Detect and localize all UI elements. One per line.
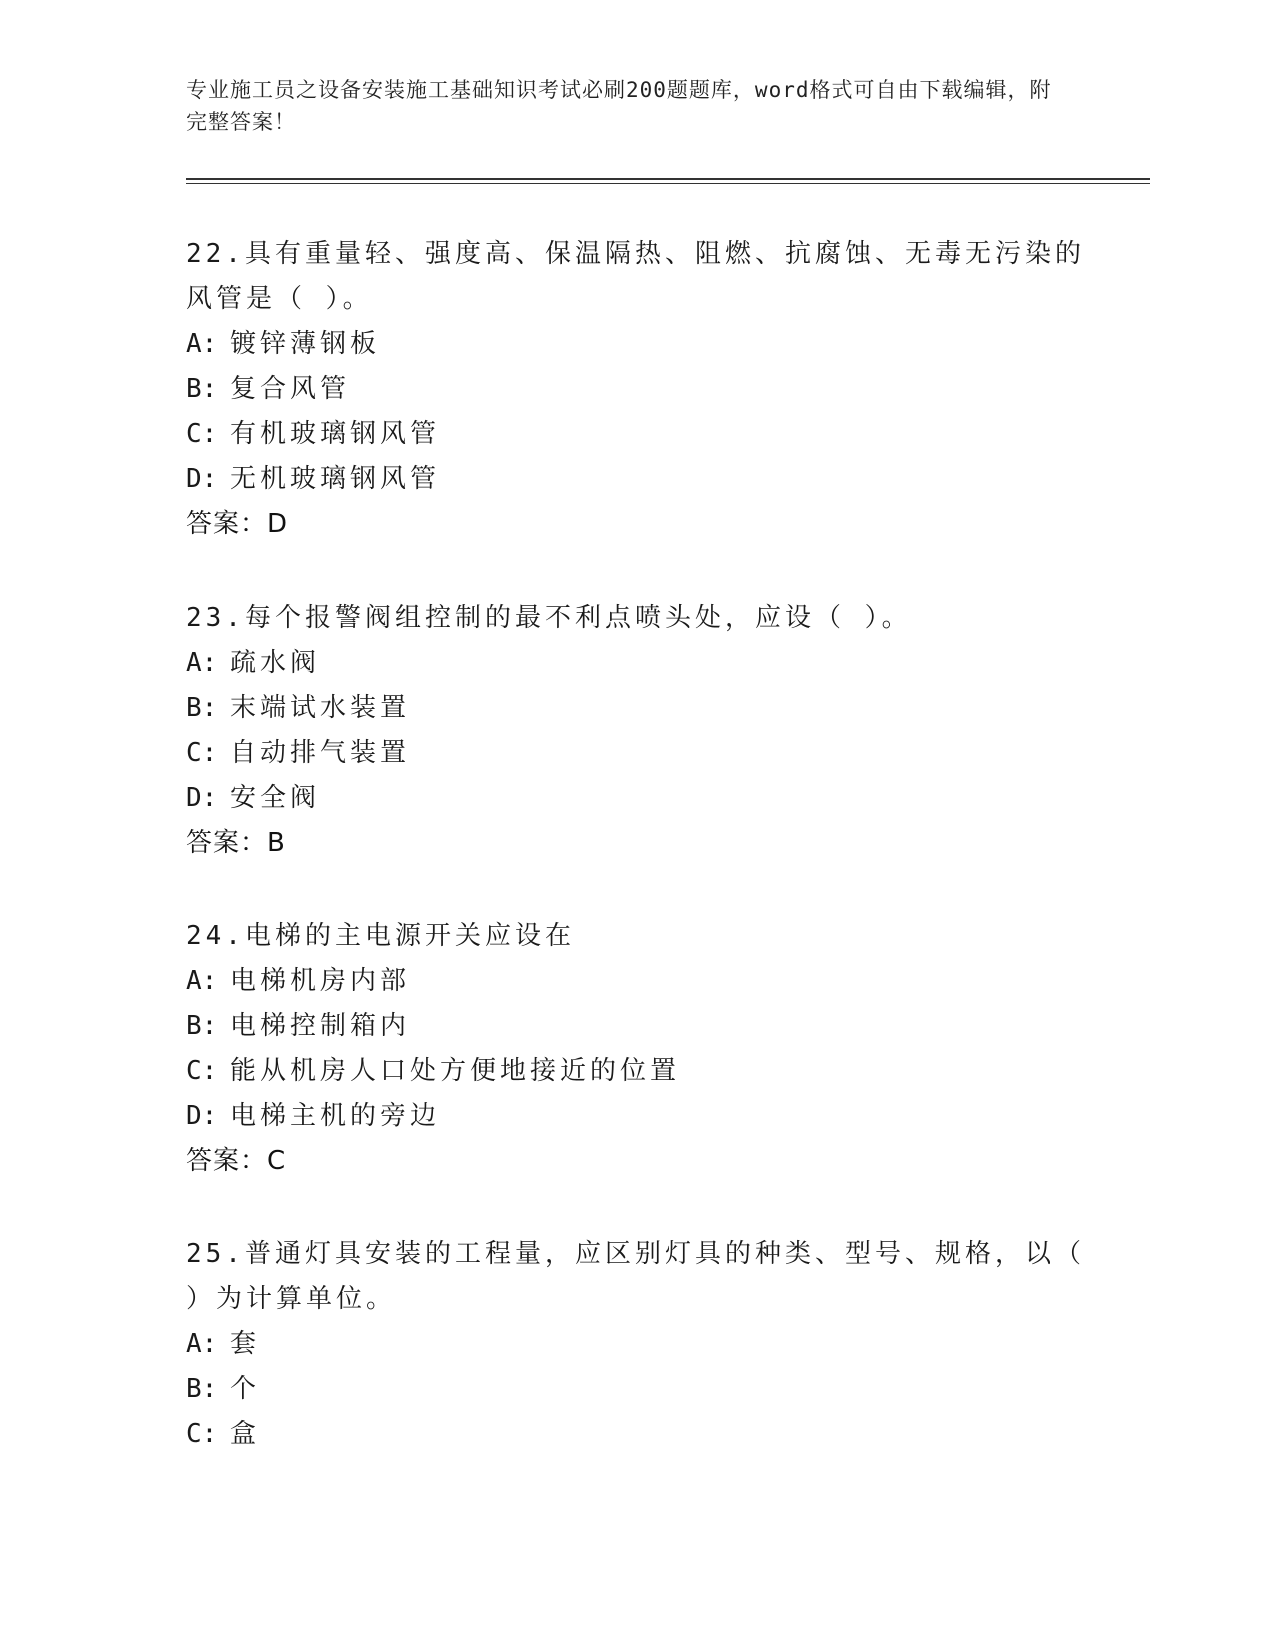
option-key: B: xyxy=(186,374,218,404)
option-key: A: xyxy=(186,329,218,359)
option-key: D: xyxy=(186,783,218,813)
option-a xyxy=(186,1322,1086,1367)
option-text: 末端试水装置 xyxy=(230,693,411,723)
option-text: 复合风管 xyxy=(230,374,351,404)
header-divider-thin xyxy=(186,183,1150,184)
option-b xyxy=(186,686,1086,731)
option-key: B: xyxy=(186,1011,218,1041)
option-text: 无机玻璃钢风管 xyxy=(230,464,441,494)
option-text: 镀锌薄钢板 xyxy=(230,329,381,359)
question-25 xyxy=(186,1232,1086,1457)
question-stem: 24.电梯的主电源开关应设在 xyxy=(186,921,575,951)
option-text: 疏水阀 xyxy=(230,648,321,678)
option-key: B: xyxy=(186,1374,218,1404)
option-key: C: xyxy=(186,738,218,768)
option-b xyxy=(186,1004,1086,1049)
option-text: 盒 xyxy=(230,1419,261,1449)
question-stem: 22.具有重量轻、强度高、保温隔热、阻燃、抗腐蚀、无毒无污染的风管是（ ）。 xyxy=(186,239,1085,314)
option-text: 安全阀 xyxy=(230,783,321,813)
option-d xyxy=(186,776,1086,821)
option-text: 电梯机房内部 xyxy=(230,966,411,996)
option-a xyxy=(186,641,1086,686)
question-stem: 25.普通灯具安装的工程量，应区别灯具的种类、型号、规格，以（ ）为计算单位。 xyxy=(186,1239,1085,1314)
option-key: C: xyxy=(186,419,218,449)
option-text: 电梯主机的旁边 xyxy=(230,1101,441,1131)
option-text: 能从机房人口处方便地接近的位置 xyxy=(230,1056,681,1086)
header-divider xyxy=(186,178,1150,180)
answer-label: 答案：C xyxy=(186,1146,287,1176)
option-key: A: xyxy=(186,648,218,678)
option-text: 自动排气装置 xyxy=(230,738,411,768)
option-text: 有机玻璃钢风管 xyxy=(230,419,441,449)
answer-label: 答案：B xyxy=(186,828,286,858)
option-key: C: xyxy=(186,1419,218,1449)
question-22 xyxy=(186,232,1086,547)
question-23 xyxy=(186,596,1086,866)
option-key: B: xyxy=(186,693,218,723)
option-key: D: xyxy=(186,1101,218,1131)
answer-label: 答案：D xyxy=(186,509,289,539)
option-b xyxy=(186,1367,1086,1412)
option-text: 电梯控制箱内 xyxy=(230,1011,411,1041)
option-c xyxy=(186,1049,1086,1094)
option-text: 个 xyxy=(230,1374,261,1404)
question-24 xyxy=(186,914,1086,1184)
option-c xyxy=(186,731,1086,776)
option-key: A: xyxy=(186,1329,218,1359)
option-b xyxy=(186,367,1086,412)
option-key: A: xyxy=(186,966,218,996)
option-a xyxy=(186,322,1086,367)
option-d xyxy=(186,457,1086,502)
option-a xyxy=(186,959,1086,1004)
option-c xyxy=(186,1412,1086,1457)
option-c xyxy=(186,412,1086,457)
option-d xyxy=(186,1094,1086,1139)
option-key: C: xyxy=(186,1056,218,1086)
document-header: 专业施工员之设备安装施工基础知识考试必刷200题题库，word格式可自由下载编辑，附完整答案！ xyxy=(186,78,1052,134)
option-text: 套 xyxy=(230,1329,261,1359)
question-stem: 23.每个报警阀组控制的最不利点喷头处，应设（ ）。 xyxy=(186,603,912,633)
option-key: D: xyxy=(186,464,218,494)
